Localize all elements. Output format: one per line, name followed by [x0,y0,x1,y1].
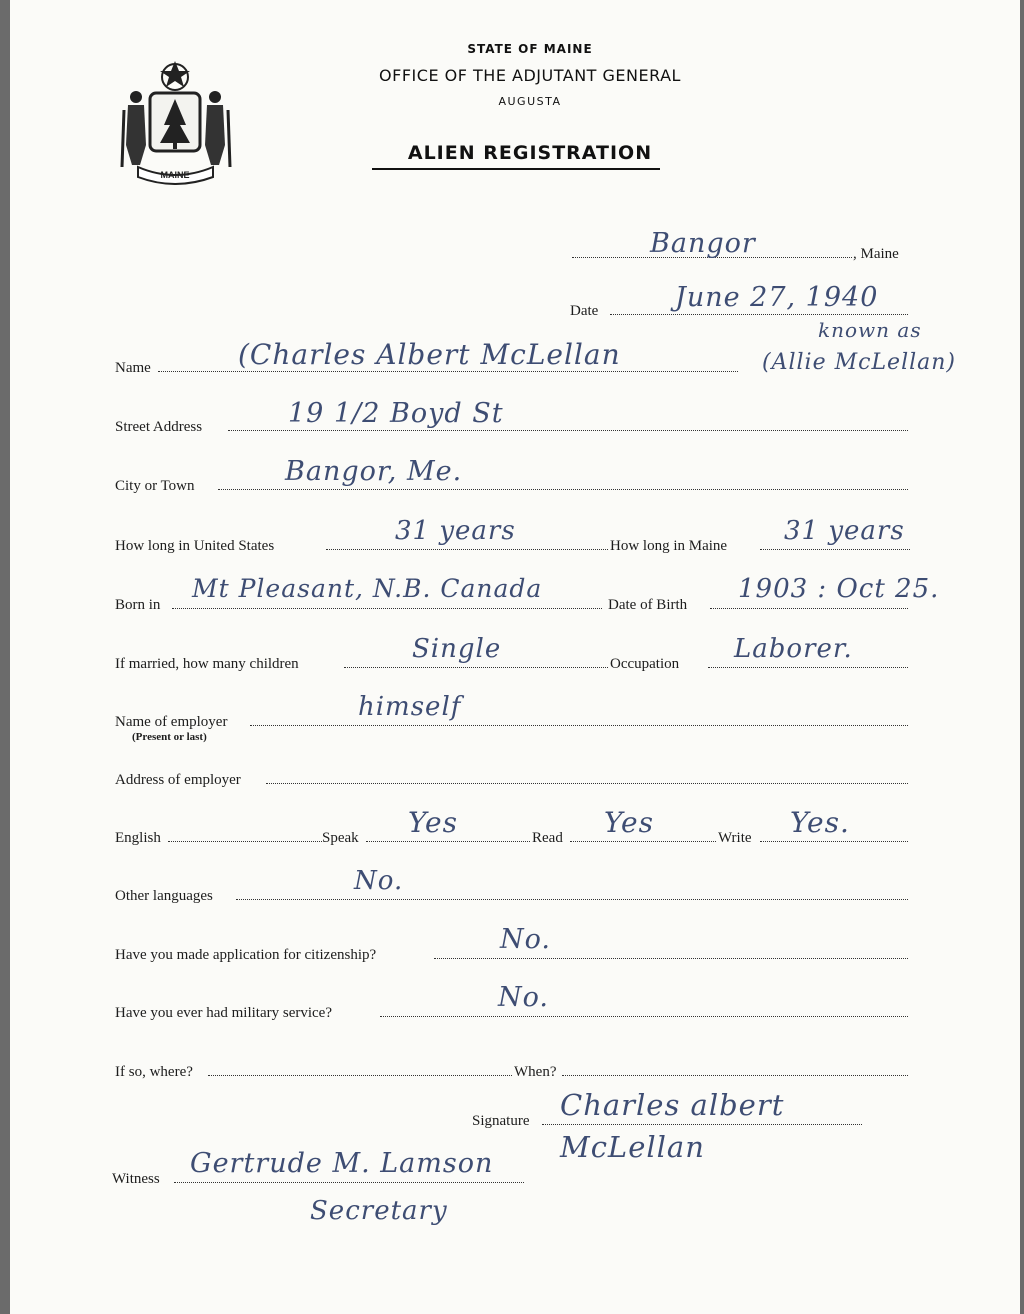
date-label: Date [570,303,599,319]
place-suffix: , Maine [853,246,899,262]
witness-title: Secretary [310,1196,448,1226]
witness-value: Gertrude M. Lamson [190,1148,494,1179]
known-as-note: known as [818,318,922,342]
us-duration-line [326,549,608,550]
state-heading: STATE OF MAINE [467,42,593,56]
employer-sublabel: (Present or last) [132,731,207,743]
children-label: If married, how many children [115,656,299,672]
city-line [218,489,908,490]
other-languages-line [236,899,908,900]
where-line [208,1075,512,1076]
us-duration-label: How long in United States [115,538,275,554]
name-label: Name [115,360,151,376]
citizenship-line [434,958,908,959]
citizenship-label: Have you made application for citizenship? [115,947,377,963]
place-value: Bangor [650,228,756,259]
alias-value: (Allie McLellan) [762,350,957,375]
occupation-label: Occupation [610,656,680,672]
birthplace-value: Mt Pleasant, N.B. Canada [192,574,543,603]
citizenship-value: No. [500,924,551,955]
military-line [380,1016,908,1017]
children-line [344,667,608,668]
city-label: City or Town [115,478,195,494]
english-label: English [115,830,161,846]
when-line [562,1075,908,1076]
seal-banner-text: MAINE [160,170,190,180]
city-value: Bangor, Me. [285,456,463,487]
occupation-line [708,667,908,668]
dob-line [710,608,908,609]
employer-address-label: Address of employer [115,772,241,788]
read-line [570,841,716,842]
signature-line [542,1124,862,1125]
name-line [158,371,738,372]
military-label: Have you ever had military service? [115,1005,332,1021]
employer-line [250,725,908,726]
maine-seal [118,55,233,185]
form-title: ALIEN REGISTRATION [407,142,653,164]
children-value: Single [412,634,502,664]
other-languages-value: No. [354,866,404,896]
occupation-value: Laborer. [734,634,853,664]
date-line [610,314,908,315]
date-value: June 27, 1940 [675,282,879,313]
other-languages-label: Other languages [115,888,213,904]
military-value: No. [498,982,549,1013]
maine-duration-line [760,549,910,550]
city-heading: AUGUSTA [498,95,562,108]
maine-duration-label: How long in Maine [610,538,728,554]
street-line [228,430,908,431]
dob-value: 1903 : Oct 25. [738,574,940,604]
english-line [168,841,322,842]
street-label: Street Address [115,419,203,435]
where-label: If so, where? [115,1064,193,1080]
signature-line-1: Charles albert [560,1088,785,1122]
birthplace-label: Born in [115,597,161,613]
street-value: 19 1/2 Boyd St [288,398,504,429]
write-label: Write [718,830,752,846]
signature-line-2: McLellan [560,1130,705,1164]
signature-label: Signature [472,1113,530,1129]
title-underline [372,168,660,170]
speak-line [366,841,530,842]
witness-line [174,1182,524,1183]
name-value: (Charles Albert McLellan [238,338,621,371]
dob-label: Date of Birth [608,597,688,613]
write-value: Yes. [790,806,850,839]
us-duration-value: 31 years [395,516,516,546]
witness-label: Witness [112,1171,160,1187]
maine-duration-value: 31 years [784,516,905,546]
read-value: Yes [604,806,654,839]
when-label: When? [514,1064,557,1080]
office-heading: OFFICE OF THE ADJUTANT GENERAL [379,66,681,85]
registration-form [10,0,1020,1314]
employer-label: Name of employer [115,714,228,730]
write-line [760,841,908,842]
birthplace-line [172,608,602,609]
read-label: Read [532,830,563,846]
employer-value: himself [358,692,462,722]
employer-address-line [266,783,908,784]
speak-label: Speak [322,830,359,846]
speak-value: Yes [408,806,458,839]
